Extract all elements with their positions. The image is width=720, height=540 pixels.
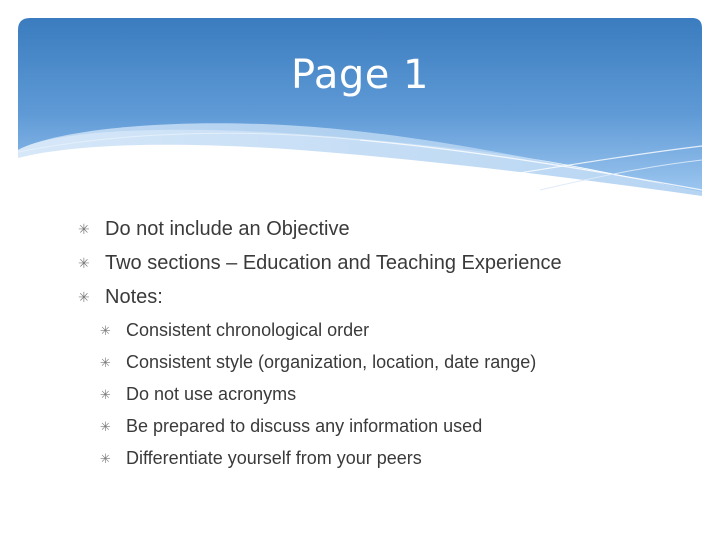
asterisk-icon: ✳: [100, 450, 111, 466]
asterisk-icon: ✳: [100, 418, 111, 434]
sub-bullet-text: Consistent chronological order: [126, 320, 370, 340]
slide-title: Page 1: [291, 52, 429, 98]
sub-bullet-item: [100, 352, 536, 373]
asterisk-icon: ✳: [78, 289, 90, 305]
sub-bullet-item: [100, 416, 482, 437]
bullet-text: Notes:: [105, 286, 163, 308]
bullet-item: [76, 218, 350, 241]
sub-bullet-text: Consistent style (organization, location, date range): [126, 352, 537, 372]
asterisk-icon: ✳: [100, 354, 111, 370]
sub-bullet-item: [100, 320, 369, 341]
sub-bullet-text: Be prepared to discuss any information used: [126, 416, 483, 436]
asterisk-icon: ✳: [100, 386, 111, 402]
asterisk-icon: ✳: [100, 322, 111, 338]
bullet-text: Do not include an Objective: [105, 218, 350, 240]
bullet-item: [76, 252, 562, 275]
sub-bullet-item: [100, 384, 296, 405]
header-banner: [0, 0, 720, 200]
bullet-item: [76, 286, 163, 309]
bullet-text: Two sections – Education and Teaching Experience: [105, 252, 562, 274]
asterisk-icon: ✳: [78, 221, 90, 237]
sub-bullet-text: Do not use acronyms: [126, 384, 297, 404]
sub-bullet-item: [100, 448, 422, 469]
sub-bullet-text: Differentiate yourself from your peers: [126, 448, 422, 468]
asterisk-icon: ✳: [78, 255, 90, 271]
